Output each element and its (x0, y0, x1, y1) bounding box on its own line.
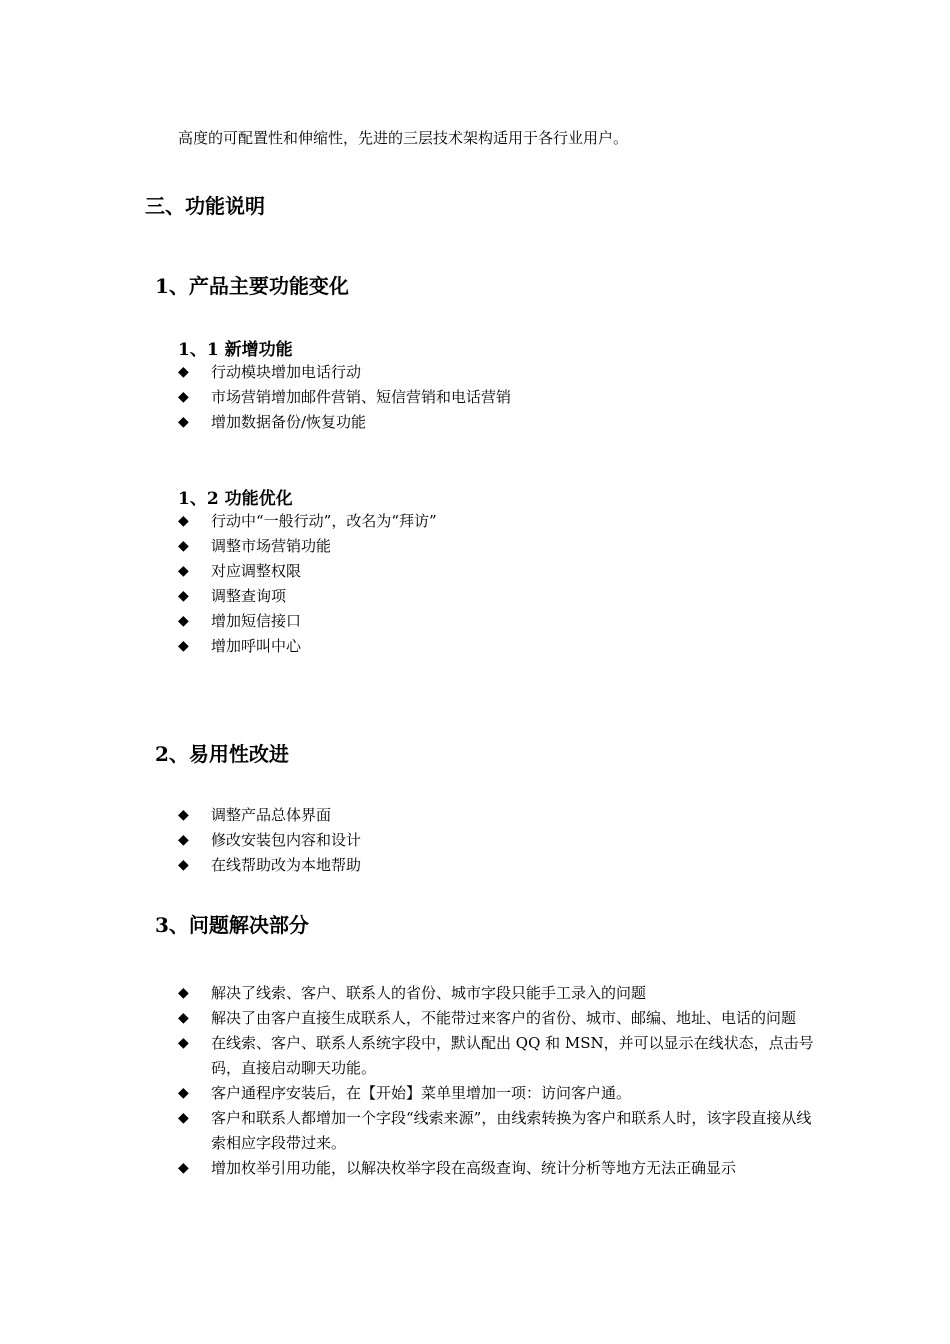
list-item: ◆ 解决了由客户直接生成联系人，不能带过来客户的省份、城市、邮编、地址、电话的问题 (178, 1006, 818, 1031)
optimizations-list (178, 509, 818, 659)
list-item: ◆ 修改安装包内容和设计 (178, 828, 818, 853)
subsection-heading-usability: 2、易用性改进 (155, 742, 289, 766)
issue-fixes-list (178, 981, 818, 1181)
list-item: ◆ 客户和联系人都增加一个字段“线索来源”，由线索转换为客户和联系人时，该字段直接从线索相应字段带过来。 (178, 1106, 818, 1156)
list-item: ◆ 增加呼叫中心 (178, 634, 818, 659)
list-item: ◆ 调整查询项 (178, 584, 818, 609)
list-item: ◆ 增加枚举引用功能，以解决枚举字段在高级查询、统计分析等地方无法正确显示 (178, 1156, 818, 1181)
diamond-bullet-icon: ◆ (178, 588, 189, 604)
list-item: ◆ 在线索、客户、联系人系统字段中，默认配出 QQ 和 MSN，并可以显示在线状态，点击号码，直接启动聊天功能。 (178, 1031, 818, 1081)
new-features-list (178, 360, 818, 435)
diamond-bullet-icon: ◆ (178, 563, 189, 579)
list-item: ◆ 调整市场营销功能 (178, 534, 818, 559)
list-item: ◆ 行动中“一般行动”，改名为“拜访” (178, 509, 818, 534)
subsection-heading-main-changes: 1、产品主要功能变化 (155, 274, 349, 298)
diamond-bullet-icon: ◆ (178, 389, 189, 405)
diamond-bullet-icon: ◆ (178, 513, 189, 529)
usability-list (178, 803, 818, 878)
list-item: ◆ 解决了线索、客户、联系人的省份、城市字段只能手工录入的问题 (178, 981, 818, 1006)
list-item: ◆ 市场营销增加邮件营销、短信营销和电话营销 (178, 385, 818, 410)
subsection-heading-issue-fixes: 3、问题解决部分 (155, 913, 309, 937)
list-item: ◆ 增加数据备份/恢复功能 (178, 410, 818, 435)
diamond-bullet-icon: ◆ (178, 807, 189, 823)
intro-paragraph: 高度的可配置性和伸缩性，先进的三层技术架构适用于各行业用户。 (178, 129, 629, 147)
diamond-bullet-icon: ◆ (178, 638, 189, 654)
diamond-bullet-icon: ◆ (178, 364, 189, 380)
list-item: ◆ 对应调整权限 (178, 559, 818, 584)
diamond-bullet-icon: ◆ (178, 1110, 189, 1126)
diamond-bullet-icon: ◆ (178, 857, 189, 873)
diamond-bullet-icon: ◆ (178, 1035, 189, 1051)
diamond-bullet-icon: ◆ (178, 832, 189, 848)
subsection-heading-optimizations: 1、2 功能优化 (178, 489, 293, 509)
list-item: ◆ 增加短信接口 (178, 609, 818, 634)
diamond-bullet-icon: ◆ (178, 1010, 189, 1026)
list-item: ◆ 在线帮助改为本地帮助 (178, 853, 818, 878)
diamond-bullet-icon: ◆ (178, 1160, 189, 1176)
diamond-bullet-icon: ◆ (178, 1085, 189, 1101)
diamond-bullet-icon: ◆ (178, 985, 189, 1001)
diamond-bullet-icon: ◆ (178, 613, 189, 629)
list-item: ◆ 行动模块增加电话行动 (178, 360, 818, 385)
subsection-heading-new-features: 1、1 新增功能 (178, 340, 293, 360)
section-heading-functions: 三、功能说明 (145, 194, 265, 218)
list-item: ◆ 客户通程序安装后，在【开始】菜单里增加一项：访问客户通。 (178, 1081, 818, 1106)
diamond-bullet-icon: ◆ (178, 538, 189, 554)
list-item: ◆ 调整产品总体界面 (178, 803, 818, 828)
diamond-bullet-icon: ◆ (178, 414, 189, 430)
